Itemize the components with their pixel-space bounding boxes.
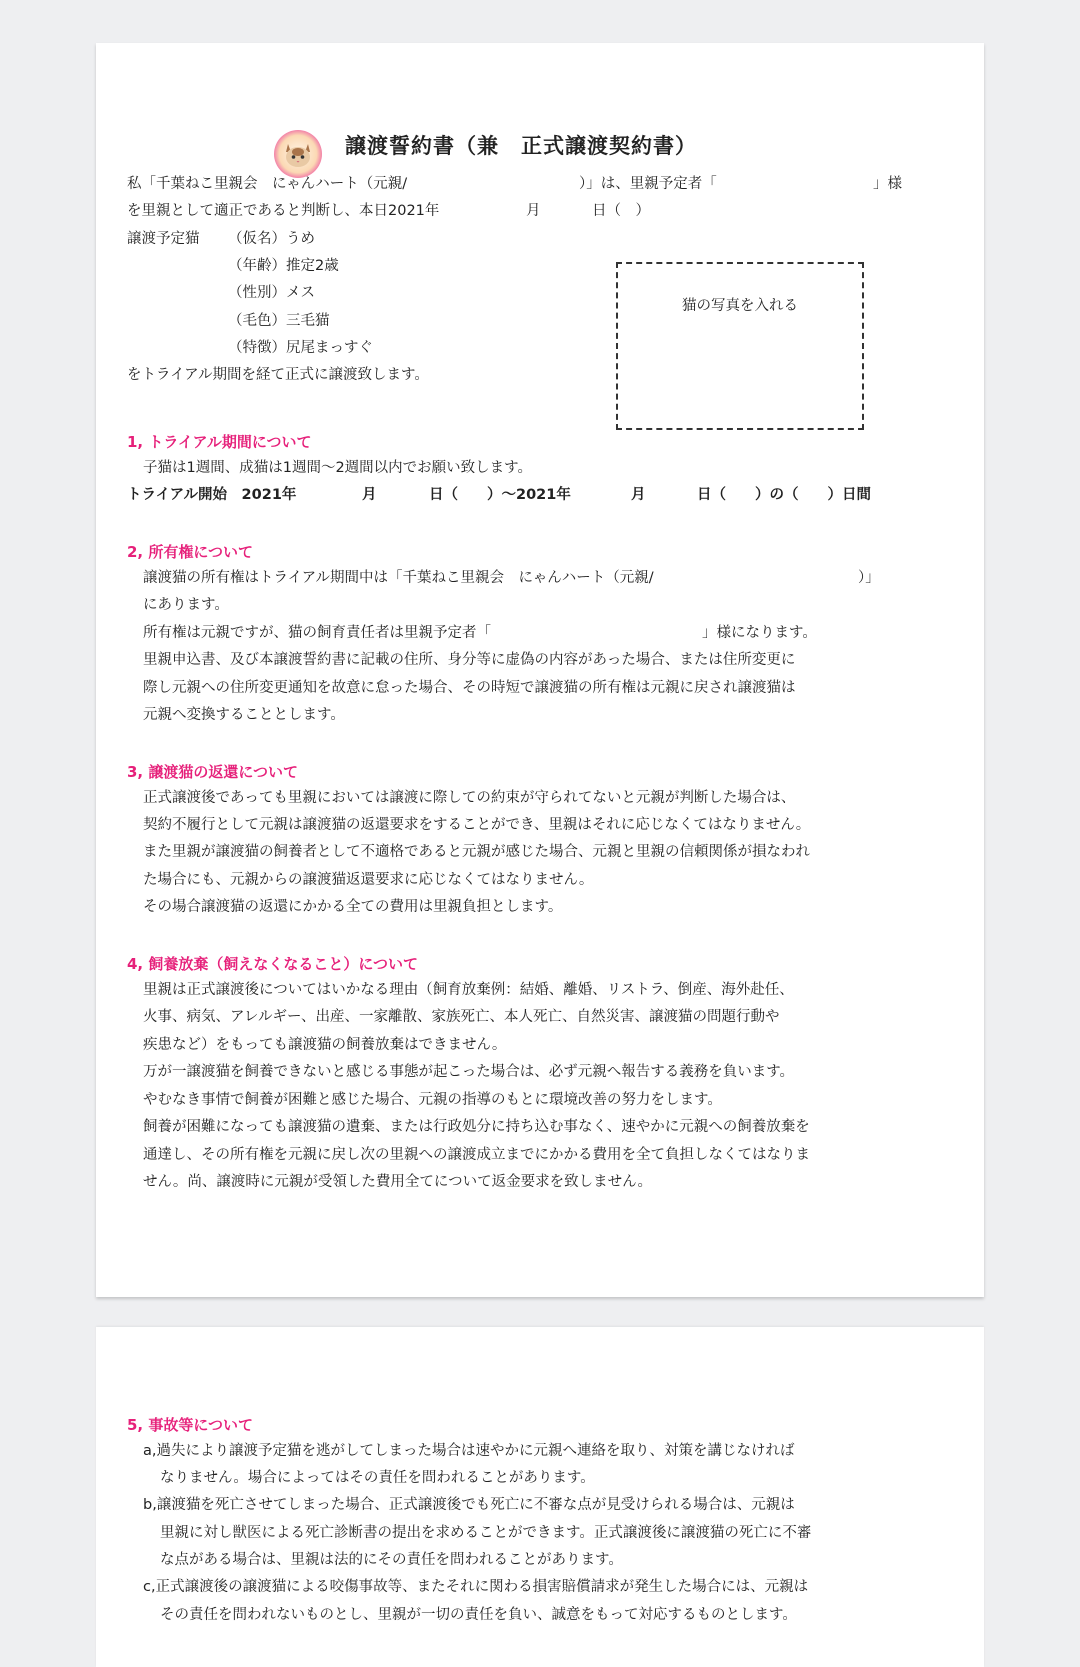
section-4-heading: 4, 飼養放棄（飼えなくなること）について bbox=[127, 955, 419, 973]
section-2-line-1b: ）」 bbox=[858, 570, 880, 586]
section-4-line-8: せん。尚、譲渡時に元親が受領した費用全てについて返金要求を致しません。 bbox=[143, 1174, 652, 1190]
document-title: 譲渡誓約書（兼 正式譲渡契約書） bbox=[345, 134, 697, 158]
cat-age: （年齢）推定2歳 bbox=[228, 258, 339, 274]
cat-photo-placeholder bbox=[616, 262, 864, 430]
intro-line-1c: 」様 bbox=[873, 176, 902, 192]
cat-sex: （性別）メス bbox=[228, 285, 315, 301]
section-2-line-6: 元親へ変換することとします。 bbox=[143, 707, 345, 723]
section-5-heading: 5, 事故等について bbox=[127, 1416, 254, 1434]
trial-start-month: 月 bbox=[362, 487, 377, 503]
cat-feature: （特徴）尻尾まっすぐ bbox=[228, 340, 373, 356]
section-2-line-3b: 」様になります。 bbox=[702, 625, 817, 641]
section-4-line-6: 飼養が困難になっても譲渡猫の遺棄、または行政処分に持ち込む事なく、速やかに元親への飼養放棄を bbox=[143, 1119, 810, 1135]
intro-month: 月 bbox=[526, 203, 541, 219]
section-5-b-line-1: b,譲渡猫を死亡させてしまった場合、正式譲渡後でも死亡に不審な点が見受けられる場合は、元親は bbox=[143, 1497, 795, 1513]
section-2-heading: 2, 所有権について bbox=[127, 543, 254, 561]
section-4-line-4: 万が一譲渡猫を飼養できないと感じる事態が起こった場合は、必ず元親へ報告する義務を負います。 bbox=[143, 1064, 795, 1080]
cat-name: （仮名）うめ bbox=[228, 231, 315, 247]
trial-end-month: 月 bbox=[631, 487, 646, 503]
section-4-line-3: 疾患など）をもっても譲渡猫の飼養放棄はできません。 bbox=[143, 1037, 507, 1053]
section-3-line-2: 契約不履行として元親は譲渡猫の返還要求をすることができ、里親はそれに応じなくてはなりません。 bbox=[143, 817, 811, 833]
intro-line-2a: を里親として適正であると判断し、本日2021年 bbox=[127, 203, 440, 219]
section-4-line-5: やむなき事情で飼養が困難と感じた場合、元親の指導のもとに環境改善の努力をします。 bbox=[143, 1092, 722, 1108]
section-3-line-3: また里親が譲渡猫の飼養者として不適格であると元親が感じた場合、元親と里親の信頼関係が損なわれ bbox=[143, 844, 810, 860]
intro-day: 日（ ） bbox=[592, 203, 650, 219]
section-1-text: 子猫は1週間、成猫は1週間〜2週間以内でお願い致します。 bbox=[143, 460, 533, 476]
section-4-line-7: 通達し、その所有権を元親に戻し次の里親への譲渡成立までにかかる費用を全て負担しなくてはなりま bbox=[143, 1147, 810, 1163]
section-4-line-1: 里親は正式譲渡後についてはいかなる理由（飼育放棄例：結婚、離婚、リストラ、倒産、海外赴任、 bbox=[143, 982, 794, 998]
section-2-line-3a: 所有権は元親ですが、猫の飼育責任者は里親予定者「 bbox=[143, 625, 491, 641]
section-2-line-5: 際し元親への住所変更通知を故意に怠った場合、その時短で譲渡猫の所有権は元親に戻され譲渡猫は bbox=[143, 680, 796, 696]
section-3-heading: 3, 譲渡猫の返還について bbox=[127, 763, 299, 781]
section-2-line-2: にあります。 bbox=[143, 597, 229, 613]
section-5-c-line-1: c,正式譲渡後の譲渡猫による咬傷事故等、またそれに関わる損害賠償請求が発生した場合には、元親は bbox=[143, 1579, 809, 1595]
section-3-line-5: その場合譲渡猫の返還にかかる全ての費用は里親負担とします。 bbox=[143, 899, 563, 915]
section-1-heading: 1, トライアル期間について bbox=[127, 433, 312, 451]
cat-face-logo-icon bbox=[274, 130, 322, 178]
section-2-line-4: 里親申込書、及び本譲渡誓約書に記載の住所、身分等に虚偽の内容があった場合、または住所変更に bbox=[143, 652, 796, 668]
cat-label: 譲渡予定猫 bbox=[127, 231, 200, 247]
section-5-b-line-3: な点がある場合は、里親は法的にその責任を問われることがあります。 bbox=[160, 1552, 623, 1568]
trial-start: トライアル開始 2021年 bbox=[127, 487, 297, 503]
photo-placeholder-label: 猫の写真を入れる bbox=[682, 298, 798, 314]
document-page-1 bbox=[96, 43, 984, 1297]
section-5-b-line-2: 里親に対し獣医による死亡診断書の提出を求めることができます。正式譲渡後に譲渡猫の死亡に不審 bbox=[160, 1525, 812, 1541]
section-2-line-1a: 譲渡猫の所有権はトライアル期間中は「千葉ねこ里親会 にゃんハート（元親/ bbox=[143, 570, 654, 586]
section-5-a-line-2: なりません。場合によってはその責任を問われることがあります。 bbox=[160, 1470, 595, 1486]
intro-closing: をトライアル期間を経て正式に譲渡致します。 bbox=[127, 367, 429, 383]
document-page-2 bbox=[96, 1327, 984, 1667]
intro-line-1a: 私「千葉ねこ里親会 にゃんハート（元親/ bbox=[127, 176, 408, 192]
trial-end-day: 日（ ）の（ ）日間 bbox=[697, 487, 871, 503]
cat-color: （毛色）三毛猫 bbox=[228, 313, 330, 329]
trial-start-day: 日（ ）〜2021年 bbox=[429, 487, 571, 503]
section-5-a-line-1: a,過失により譲渡予定猫を逃がしてしまった場合は速やかに元親へ連絡を取り、対策を講じなければ bbox=[143, 1443, 795, 1459]
section-3-line-1: 正式譲渡後であっても里親においては譲渡に際しての約束が守られてないと元親が判断した場合は、 bbox=[143, 790, 796, 806]
section-3-line-4: た場合にも、元親からの譲渡猫返還要求に応じなくてはなりません。 bbox=[143, 872, 594, 888]
section-4-line-2: 火事、病気、アレルギー、出産、一家離散、家族死亡、本人死亡、自然災害、譲渡猫の問題行動や bbox=[143, 1009, 780, 1025]
section-5-c-line-2: その責任を問われないものとし、里親が一切の責任を負い、誠意をもって対応するものとします。 bbox=[160, 1607, 797, 1623]
intro-line-1b: ）」は、里親予定者「 bbox=[579, 176, 717, 192]
